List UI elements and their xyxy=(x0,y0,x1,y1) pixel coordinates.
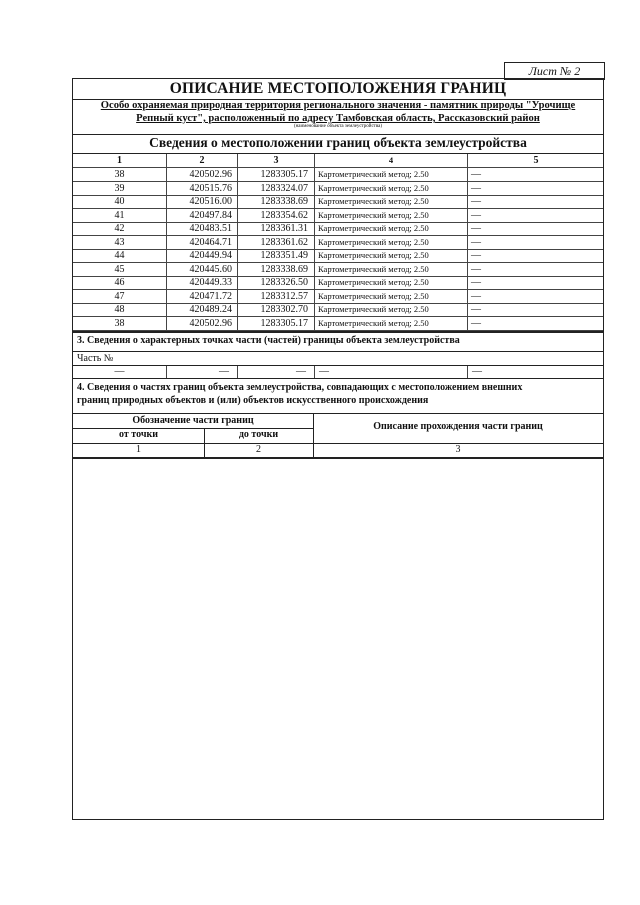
description: — xyxy=(471,169,481,180)
point-number: 39 xyxy=(73,182,167,195)
coord-y: 1283361.31 xyxy=(238,222,315,235)
description: — xyxy=(471,317,481,329)
coord-x: 420516.00 xyxy=(167,195,238,208)
description: — xyxy=(471,196,481,207)
column-header-2: 2 xyxy=(167,154,238,167)
description: — xyxy=(471,236,481,248)
dash-cell: — xyxy=(472,366,482,377)
point-number: 41 xyxy=(73,209,167,222)
method-accuracy: Картометрический метод; 2.50 xyxy=(315,195,468,208)
coord-y: 1283354.62 xyxy=(238,209,315,222)
coord-x: 420471.72 xyxy=(167,290,238,303)
method-accuracy: Картометрический метод; 2.50 xyxy=(315,276,468,289)
point-number: 38 xyxy=(73,168,167,181)
to-point-header: до точки xyxy=(238,429,279,440)
coord-x: 420497.84 xyxy=(167,209,238,222)
coord-y: 1283305.17 xyxy=(238,317,315,330)
coord-x: 420502.96 xyxy=(167,168,238,181)
method-accuracy: Картометрический метод; 2.50 xyxy=(315,222,468,235)
table-row xyxy=(73,303,603,317)
from-point-header: от точки xyxy=(119,429,158,440)
coord-y: 1283326.50 xyxy=(238,276,315,289)
description: — xyxy=(471,223,481,234)
coord-x: 420449.33 xyxy=(167,276,238,289)
description: — xyxy=(471,277,481,288)
method-accuracy: Картометрический метод; 2.50 xyxy=(315,290,468,303)
method-accuracy: Картометрический метод; 2.50 xyxy=(315,317,468,330)
boundary-part-designation-header: Обозначение части границ xyxy=(132,415,254,426)
point-number: 38 xyxy=(73,317,167,330)
coord-y: 1283338.69 xyxy=(238,263,315,276)
description: — xyxy=(471,250,481,261)
column-header-1: 1 xyxy=(73,154,167,167)
dash-cell: — xyxy=(315,366,468,378)
part-number-label: Часть № xyxy=(77,353,114,364)
method-accuracy: Картометрический метод; 2.50 xyxy=(315,249,468,262)
section4-number-divider xyxy=(73,457,603,459)
point-number: 42 xyxy=(73,222,167,235)
method-accuracy: Картометрический метод; 2.50 xyxy=(315,236,468,249)
dash-cell: — xyxy=(238,366,315,378)
coord-x: 420464.71 xyxy=(167,236,238,249)
location-table-header xyxy=(73,154,603,168)
method-accuracy: Картометрический метод; 2.50 xyxy=(315,303,468,316)
column-header-4: 4 xyxy=(315,154,468,167)
section4-title-divider xyxy=(73,413,603,414)
section3-title-divider xyxy=(73,351,603,352)
method-accuracy: Картометрический метод; 2.50 xyxy=(315,209,468,222)
point-number: 48 xyxy=(73,303,167,316)
document-title: ОПИСАНИЕ МЕСТОПОЛОЖЕНИЯ ГРАНИЦ xyxy=(169,80,507,97)
table-row xyxy=(73,222,603,236)
table-row xyxy=(73,249,603,263)
coord-y: 1283361.62 xyxy=(238,236,315,249)
section4-title-line-1: 4. Сведения о частях границ объекта землеустройства, совпадающих с местоположением внешних xyxy=(77,382,523,393)
coord-y: 1283312.57 xyxy=(238,290,315,303)
dash-cell: — xyxy=(73,366,167,378)
point-number: 44 xyxy=(73,249,167,262)
column-number-3: 3 xyxy=(455,444,461,455)
description: — xyxy=(471,182,481,194)
object-name-line-1: Особо охраняемая природная территория регионального значения - памятник природы "Урочище xyxy=(100,100,576,111)
point-number: 43 xyxy=(73,236,167,249)
table-row xyxy=(73,317,603,331)
section4-title xyxy=(77,381,599,407)
table-row xyxy=(73,195,603,209)
point-number: 47 xyxy=(73,290,167,303)
boundary-description-header: Описание прохождения части границ xyxy=(373,421,543,432)
table-row xyxy=(73,263,603,277)
table-row xyxy=(73,236,603,250)
coord-y: 1283305.17 xyxy=(238,168,315,181)
table-row xyxy=(73,290,603,304)
section3-dash-row xyxy=(73,366,603,378)
coord-x: 420515.76 xyxy=(167,182,238,195)
coord-y: 1283302.70 xyxy=(238,303,315,316)
section3-title: 3. Сведения о характерных точках части (частей) границы объекта землеустройства xyxy=(77,335,460,346)
dash-cell: — xyxy=(167,366,238,378)
point-number: 45 xyxy=(73,263,167,276)
column-header-5: 5 xyxy=(533,155,539,166)
coord-x: 420483.51 xyxy=(167,222,238,235)
object-caption: (наименование объекта землеустройства) xyxy=(293,124,383,129)
point-number: 46 xyxy=(73,276,167,289)
point-number: 40 xyxy=(73,195,167,208)
section4-title-line-2: границ природных объектов и (или) объектов искусственного происхождения xyxy=(77,395,429,406)
description: — xyxy=(471,209,481,221)
document-frame xyxy=(72,78,604,820)
table-row xyxy=(73,168,603,182)
method-accuracy: Картометрический метод; 2.50 xyxy=(315,182,468,195)
description: — xyxy=(471,263,481,275)
section4-divider xyxy=(73,378,603,379)
method-accuracy: Картометрический метод; 2.50 xyxy=(315,168,468,181)
column-header-3: 3 xyxy=(238,154,315,167)
location-section-title: Сведения о местоположении границ объекта землеустройства xyxy=(149,135,527,150)
coord-x: 420449.94 xyxy=(167,249,238,262)
table-row xyxy=(73,182,603,196)
coord-x: 420489.24 xyxy=(167,303,238,316)
coord-y: 1283324.07 xyxy=(238,182,315,195)
object-name xyxy=(75,99,601,125)
method-accuracy: Картометрический метод; 2.50 xyxy=(315,263,468,276)
description: — xyxy=(471,304,481,315)
table-row xyxy=(73,209,603,223)
coord-x: 420502.96 xyxy=(167,317,238,330)
coord-y: 1283351.49 xyxy=(238,249,315,262)
coord-y: 1283338.69 xyxy=(238,195,315,208)
coord-x: 420445.60 xyxy=(167,263,238,276)
column-number-1: 1 xyxy=(136,444,141,455)
object-name-line-2: Репный куст", расположенный по адресу Тамбовская область, Рассказовский район xyxy=(136,113,540,124)
description: — xyxy=(471,290,481,302)
table-row xyxy=(73,276,603,290)
sheet-number-label: Лист № 2 xyxy=(504,62,605,80)
section3-divider xyxy=(73,331,603,333)
column-number-2: 2 xyxy=(256,444,261,455)
